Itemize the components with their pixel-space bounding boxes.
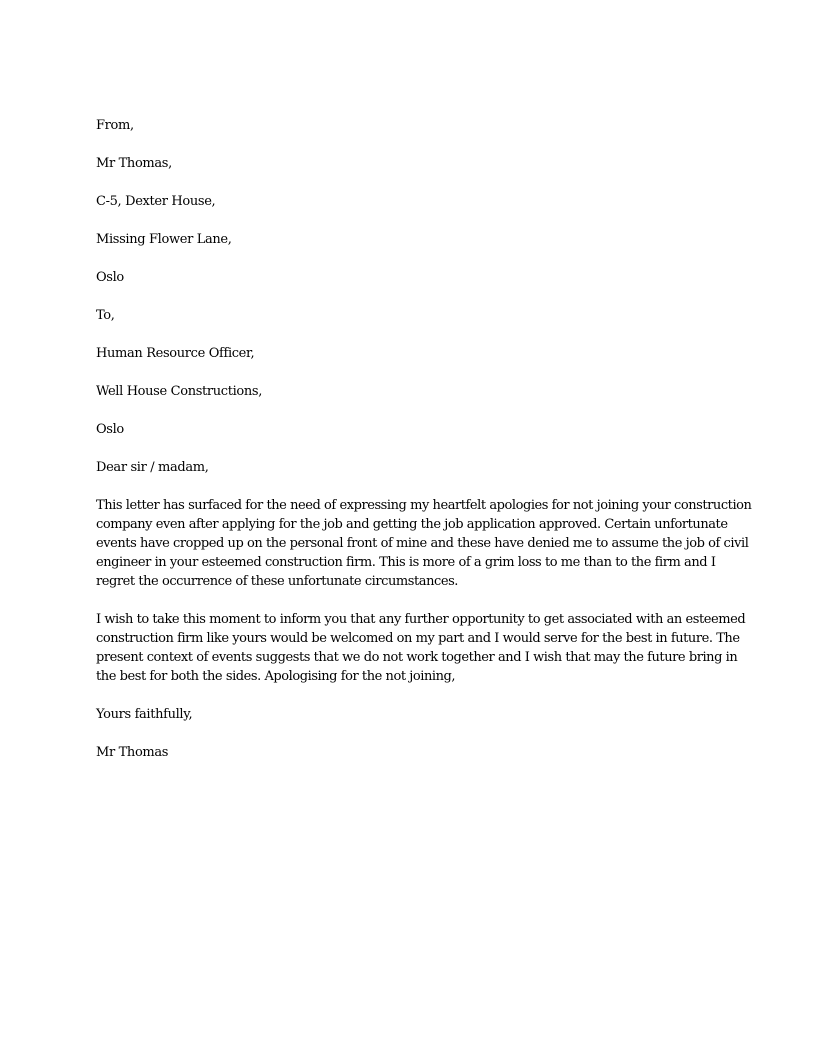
paragraph-2-line: present context of events suggests that we do not work together and I wish that may the future bring in	[96, 650, 738, 665]
paragraph-1-line: company even after applying for the job and getting the job application approved. Certain unfortunate	[96, 517, 728, 532]
salutation: Dear sir / madam,	[96, 460, 209, 475]
from-label: From,	[96, 118, 134, 133]
to-label: To,	[96, 308, 115, 323]
recipient-block	[96, 344, 724, 439]
paragraph-1-line: This letter has surfaced for the need of expressing my heartfelt apologies for not joining your construction	[96, 498, 752, 513]
sender-name: Mr Thomas,	[96, 156, 172, 171]
paragraph-2-line: construction firm like yours would be welcomed on my part and I would serve for the best in future. The	[96, 631, 740, 646]
paragraph-1-line: engineer in your esteemed construction firm. This is more of a grim loss to me than to the firm and I	[96, 555, 716, 570]
letter-body	[96, 116, 752, 762]
paragraph-1-line: events have cropped up on the personal front of mine and these have denied me to assume the job of civil	[96, 536, 749, 551]
sender-city: Oslo	[96, 270, 124, 285]
sender-address-line-2: Missing Flower Lane,	[96, 232, 232, 247]
recipient-company: Well House Constructions,	[96, 384, 263, 399]
closing: Yours faithfully,	[96, 707, 193, 722]
recipient-title: Human Resource Officer,	[96, 346, 255, 361]
paragraph-1-line: regret the occurrence of these unfortunate circumstances.	[96, 574, 458, 589]
paragraph-2-line: the best for both the sides. Apologising for the not joining,	[96, 669, 456, 684]
signature-name: Mr Thomas	[96, 745, 169, 760]
sender-address-line-1: C-5, Dexter House,	[96, 194, 216, 209]
recipient-city: Oslo	[96, 422, 124, 437]
sender-block	[96, 154, 724, 287]
paragraph-2-line: I wish to take this moment to inform you that any further opportunity to get associated with an esteemed	[96, 612, 746, 627]
body-paragraph-1	[96, 496, 752, 591]
body-paragraph-2	[96, 610, 746, 686]
